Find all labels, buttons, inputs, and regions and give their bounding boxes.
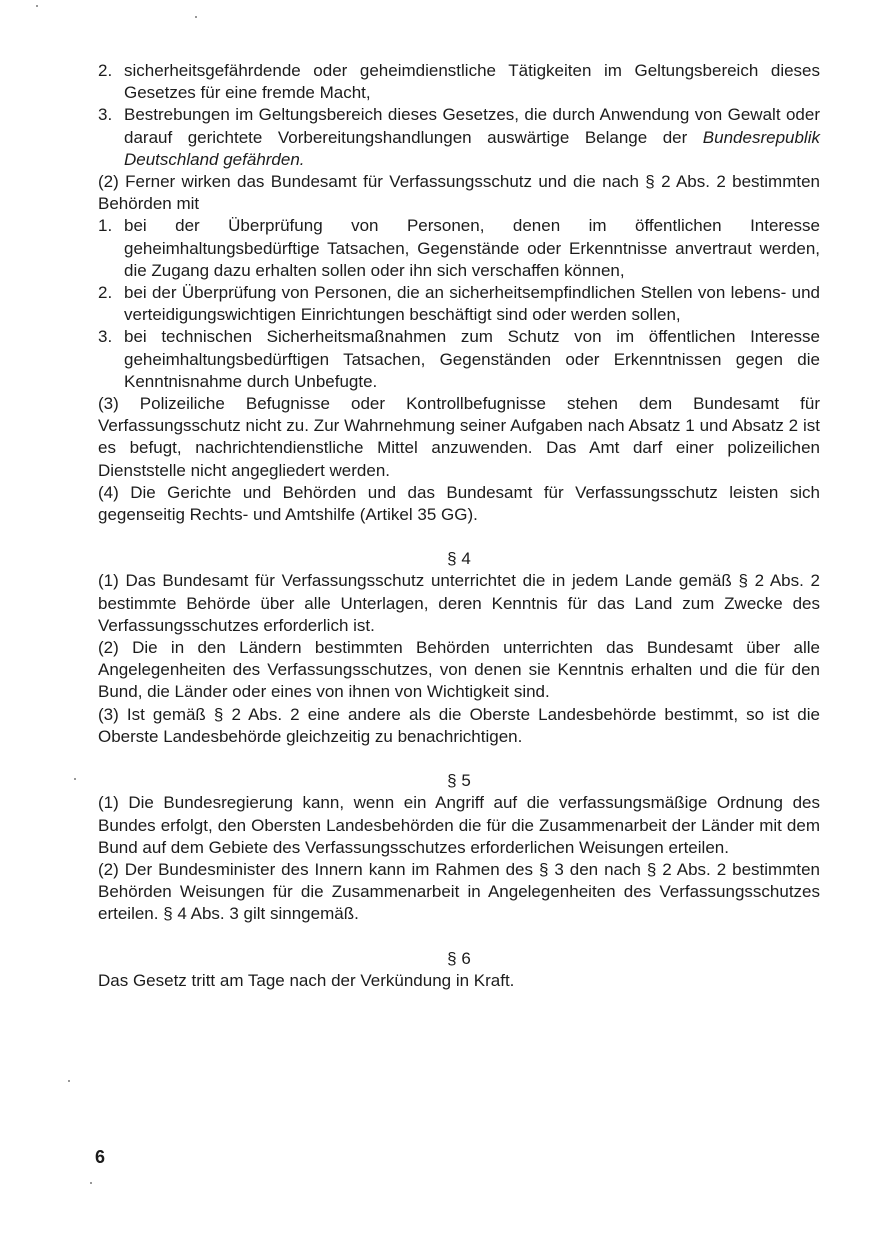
document-body: [98, 60, 820, 992]
list-item: [98, 282, 820, 326]
section-paragraph: Das Gesetz tritt am Tage nach der Verkündung in Kraft.: [98, 970, 515, 990]
spacer: [98, 748, 820, 770]
section-paragraph: (2) Die in den Ländern bestimmten Behörden unterrichten das Bundesamt über alle Angelegenheiten des Verfassungsschutzes, von denen sie Kenntnis erhalten und die für den Bund, die Länder oder eines von ihnen von Wichtigkeit sind.: [98, 638, 820, 702]
list-item: [98, 60, 820, 104]
section-heading: § 6: [447, 948, 471, 968]
scan-speck: [195, 16, 197, 18]
page-number: 6: [95, 1147, 106, 1167]
list-text: bei der Überprüfung von Personen, denen im öffentlichen Interesse geheimhaltungsbedürftige Tatsachen, Gegenstände oder Erkenntnisse anvertraut werden, die Zugang dazu erhalten sollen oder ihn sich verschaffen können,: [124, 216, 820, 280]
list-number: 2.: [98, 61, 113, 80]
spacer: [98, 926, 820, 948]
scan-speck: [68, 1080, 70, 1082]
section-heading: § 5: [447, 771, 471, 791]
list-text: bei technischen Sicherheitsmaßnahmen zum Schutz von im öffentlichen Interesse geheimhaltungsbedürftigen Tatsachen, Gegenständen oder Erkenntnissen gegen die Kenntnisnahme durch Unbefugte.: [124, 327, 820, 391]
list-text: sicherheitsgefährdende oder geheimdienstliche Tätigkeiten im Geltungsbereich dieses Gesetzes für eine fremde Macht,: [124, 61, 820, 103]
list-number: 3.: [98, 327, 113, 347]
list-item: [98, 326, 820, 393]
list-text-regular: Bestrebungen im Geltungsbereich dieses Gesetzes, die durch Anwendung von Gewalt oder darauf gerichtete Vorbereitungshandlungen auswärtige Belange der: [124, 105, 820, 147]
paragraph-4: (4) Die Gerichte und Behörden und das Bundesamt für Verfassungsschutz leisten sich gegenseitig Rechts- und Amtshilfe (Artikel 35 GG).: [98, 482, 820, 525]
list-item: [98, 104, 820, 171]
section-heading: § 4: [447, 549, 471, 569]
list-text: [124, 104, 820, 171]
list-number: 2.: [98, 283, 113, 303]
scan-speck: [90, 1182, 92, 1184]
section-paragraph: (1) Die Bundesregierung kann, wenn ein Angriff auf die verfassungsmäßige Ordnung des Bundes erfolgt, den Obersten Landesbehörden die für die Zusammenarbeit der Länder mit dem Bund auf dem Gebiete des Verfassungsschutzes erforderlichen Weisungen erteilen.: [98, 793, 820, 857]
list-text: bei der Überprüfung von Personen, die an sicherheitsempfindlichen Stellen von lebens- und verteidigungswichtigen Einrichtungen beschäftigt sind oder werden sollen,: [124, 283, 820, 325]
spacer: [98, 526, 820, 548]
scan-speck: [74, 778, 76, 780]
section-paragraph: (3) Ist gemäß § 2 Abs. 2 eine andere als die Oberste Landesbehörde bestimmt, so ist die Oberste Landesbehörde gleichzeitig zu benachrichtigen.: [98, 704, 820, 746]
list-text-italic: Bundesrepublik Deutschland gefährden.: [124, 127, 820, 169]
section-paragraph: (2) Der Bundesminister des Innern kann im Rahmen des § 3 den nach § 2 Abs. 2 bestimmten Behörden Weisungen für die Zusammenarbeit in Angelegenheiten des Verfassungsschutzes erteilen. § 4 Abs. 3 gilt sinngemäß.: [98, 859, 820, 924]
list-item: [98, 215, 820, 282]
section-paragraph: (1) Das Bundesamt für Verfassungsschutz unterrichtet die in jedem Lande gemäß § 2 Abs. 2 bestimmte Behörde über alle Unterlagen, deren Kenntnis für das Land zum Zwecke des Verfassungsschutzes erforderlich ist.: [98, 571, 820, 635]
paragraph-2: (2) Ferner wirken das Bundesamt für Verfassungsschutz und die nach § 2 Abs. 2 bestimmten Behörden mit: [98, 172, 820, 214]
list-number: 1.: [98, 216, 113, 236]
list-number: 3.: [98, 105, 113, 125]
scan-speck: [36, 5, 38, 7]
paragraph-3: (3) Polizeiliche Befugnisse oder Kontrollbefugnisse stehen dem Bundesamt für Verfassungsschutz nicht zu. Zur Wahrnehmung seiner Aufgaben nach Absatz 1 und Absatz 2 ist es befugt, nachrichtendienstliche Mittel anzuwenden. Das Amt darf einer polizeilichen Dienststelle nicht angegliedert werden.: [98, 394, 820, 480]
